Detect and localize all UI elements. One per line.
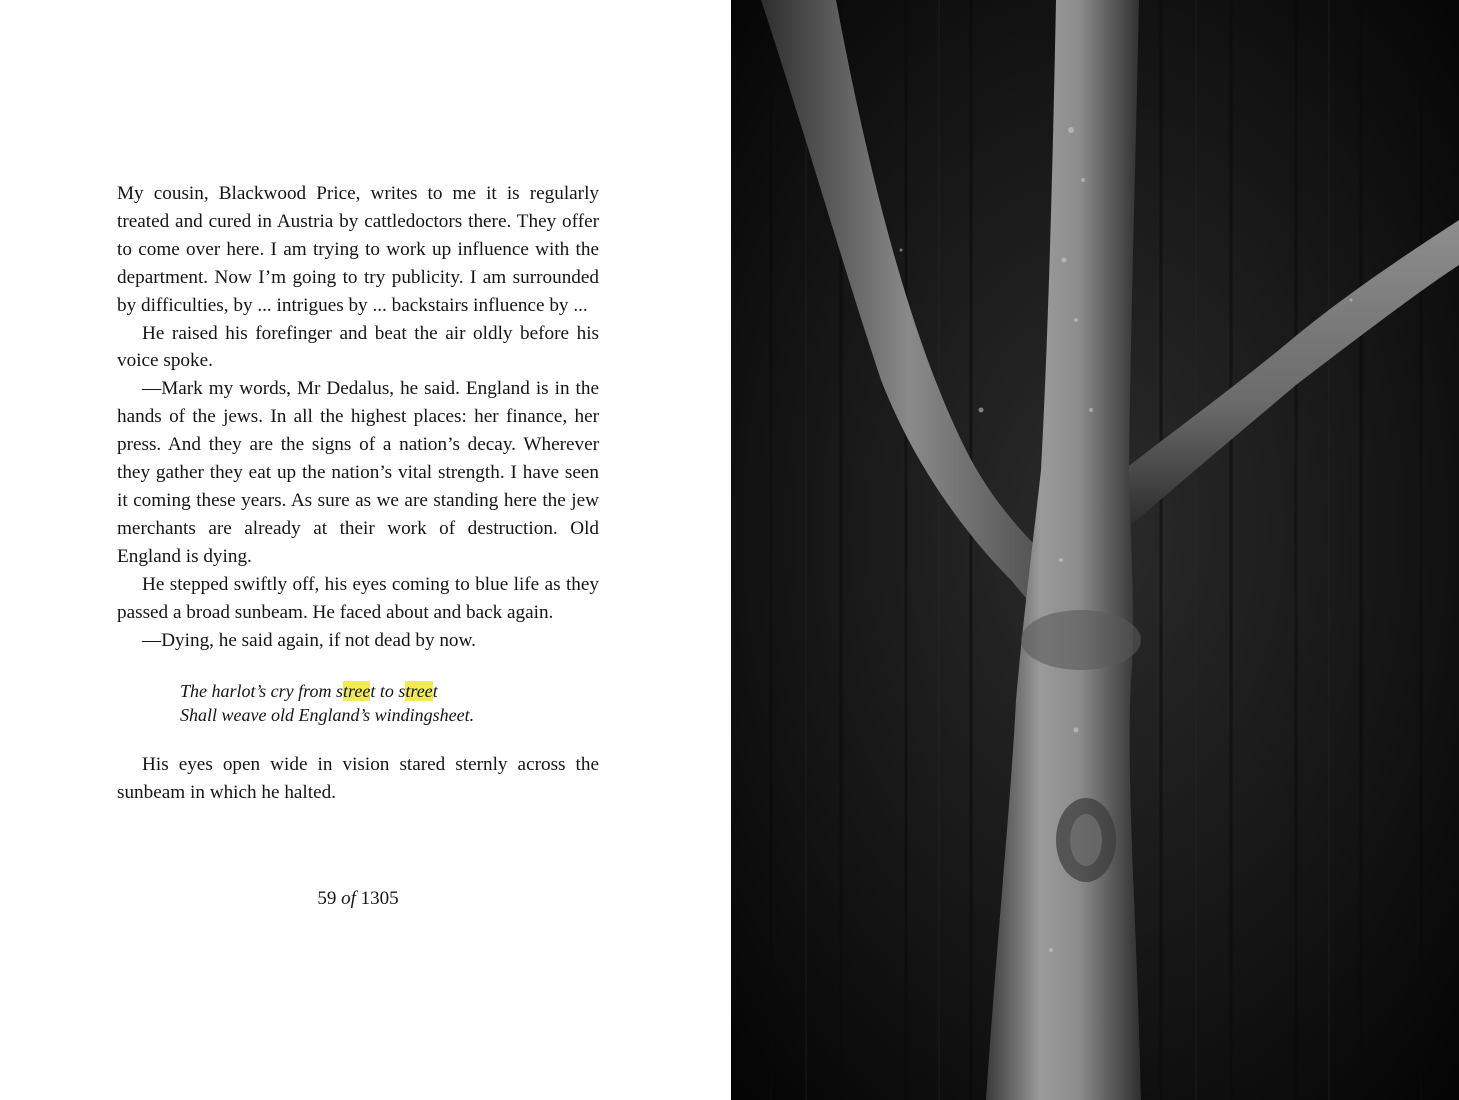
tree-trunk-photo <box>731 0 1459 1100</box>
total-pages: 1305 <box>360 888 399 909</box>
verse-text: t <box>432 681 438 702</box>
verse-line-2: Shall weave old England’s windingsheet. <box>180 705 475 726</box>
page-indicator <box>117 888 599 910</box>
paragraph-6: His eyes open wide in vision stared sternly across the sunbeam in which he halted. <box>117 754 599 804</box>
paragraph-2: He raised his forefinger and beat the air oldly before his voice spoke. <box>117 322 599 372</box>
search-highlight[interactable]: tree <box>405 681 433 702</box>
tree-photo-image <box>731 0 1459 1100</box>
paragraph-3: —Mark my words, Mr Dedalus, he said. England is in the hands of the jews. In all the highest places: her finance, her press. And they are the signs of a nation’s decay. Wherever they gather they eat up the nation’s vital strength. I have seen it coming these years. As sure as we are standing here the jew merchants are already at their work of destruction. Old England is dying. <box>117 378 599 567</box>
verse-text: The harlot’s cry from s <box>180 681 344 702</box>
paragraph-1: My cousin, Blackwood Price, writes to me it is regularly treated and cured in Austria by cattledoctors there. They offer to come over here. I am trying to work up influence with the department. Now I’m going to try publicity. I am surrounded by difficulties, by ... intrigues by ... backstairs influence by ... <box>117 183 599 316</box>
current-page: 59 <box>317 888 337 909</box>
verse-line-1 <box>180 679 599 703</box>
verse-text: t to s <box>370 681 406 702</box>
verse-quote <box>180 679 599 727</box>
paragraph-5: —Dying, he said again, if not dead by now. <box>142 629 476 651</box>
search-highlight[interactable]: tree <box>343 681 371 702</box>
page-of-label: of <box>341 888 356 909</box>
paragraph-4: He stepped swiftly off, his eyes coming to blue life as they passed a broad sunbeam. He faced about and back again. <box>117 573 599 623</box>
page-text <box>117 180 599 807</box>
